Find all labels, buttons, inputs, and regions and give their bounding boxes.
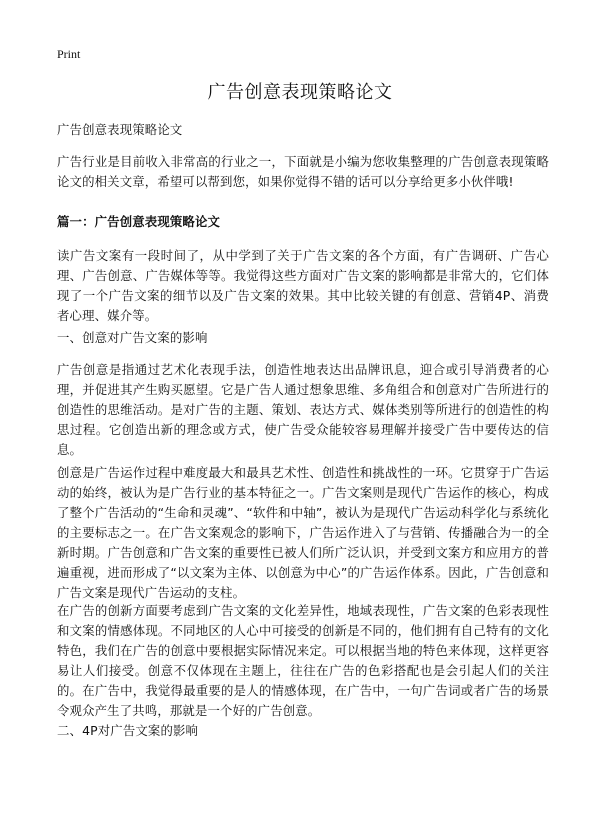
article-subtitle: 广告创意表现策略论文 [57, 122, 183, 137]
section-heading: 二、4P对广告文案的影响 [57, 723, 199, 738]
section-title: 篇一：广告创意表现策略论文 [57, 214, 221, 229]
body-paragraph: 创意是广告运作过程中难度最大和最具艺术性、创造性和挑战性的一环。它贯穿于广告运动的始终，被认为是广告行业的基本特征之一。广告文案则是现代广告运作的核心，构成了整个广告活动的“生命和灵魂”、“软件和中轴”，被认为是现代广告运动科学化与系统化的主要标志之一。在广告文案观念的影响下，广告运作进入了与营销、传播融合为一的全新时期。广告创意和广告文案的重要性已被人们所广泛认识，并受到文案方和应用方的普遍重视，进而形成了“以文案为主体、以创意为中心”的广告运作体系。因此，广告创意和广告文案是现代广告运动的支柱。 [57, 465, 549, 600]
body-paragraph: 广告创意是指通过艺术化表现手法，创造性地表达出品牌讯息，迎合或引导消费者的心理，并促进其产生购买愿望。它是广告人通过想象思维、多角组合和创意对广告所进行的创造性的思维活动。是对广告的主题、策划、表达方式、媒体类别等所进行的创造性的构思过程。它创造出新的理念或方式，使广告受众能较容易理解并接受广告中要传达的信息。 [57, 362, 549, 457]
page-title: 广告创意表现策略论文 [207, 82, 393, 103]
intro-paragraph: 广告行业是目前收入非常高的行业之一，下面就是小编为您收集整理的广告创意表现策略论文的相关文章，希望可以帮到您，如果你觉得不错的话可以分享给更多小伙伴哦! [57, 154, 549, 189]
section-heading: 一、创意对广告文案的影响 [57, 330, 208, 345]
print-link[interactable]: Print [57, 47, 81, 61]
body-paragraph: 在广告的创新方面要考虑到广告文案的文化差异性，地域表现性，广告文案的色彩表现性和文案的情感体现。不同地区的人心中可接受的创新是不同的，他们拥有自己特有的文化特色，我们在广告的创意中要根据实际情况来定。可以根据当地的特色来体现，这样更容易让人们接受。创意不仅体现在主题上，往往在广告的色彩搭配也是会引起人们的关注的。在广告中，我觉得最重要的是人的情感体现，在广告中，一句广告词或者广告的场景令观众产生了共鸣，那就是一个好的广告创意。 [57, 603, 549, 718]
body-paragraph: 读广告文案有一段时间了，从中学到了关于广告文案的各个方面，有广告调研、广告心理、广告创意、广告媒体等等。我觉得这些方面对广告文案的影响都是非常大的，它们体现了一个广告文案的细节以及广告文案的效果。其中比较关键的有创意、营销4P、消费者心理、媒介等。 [57, 248, 549, 323]
